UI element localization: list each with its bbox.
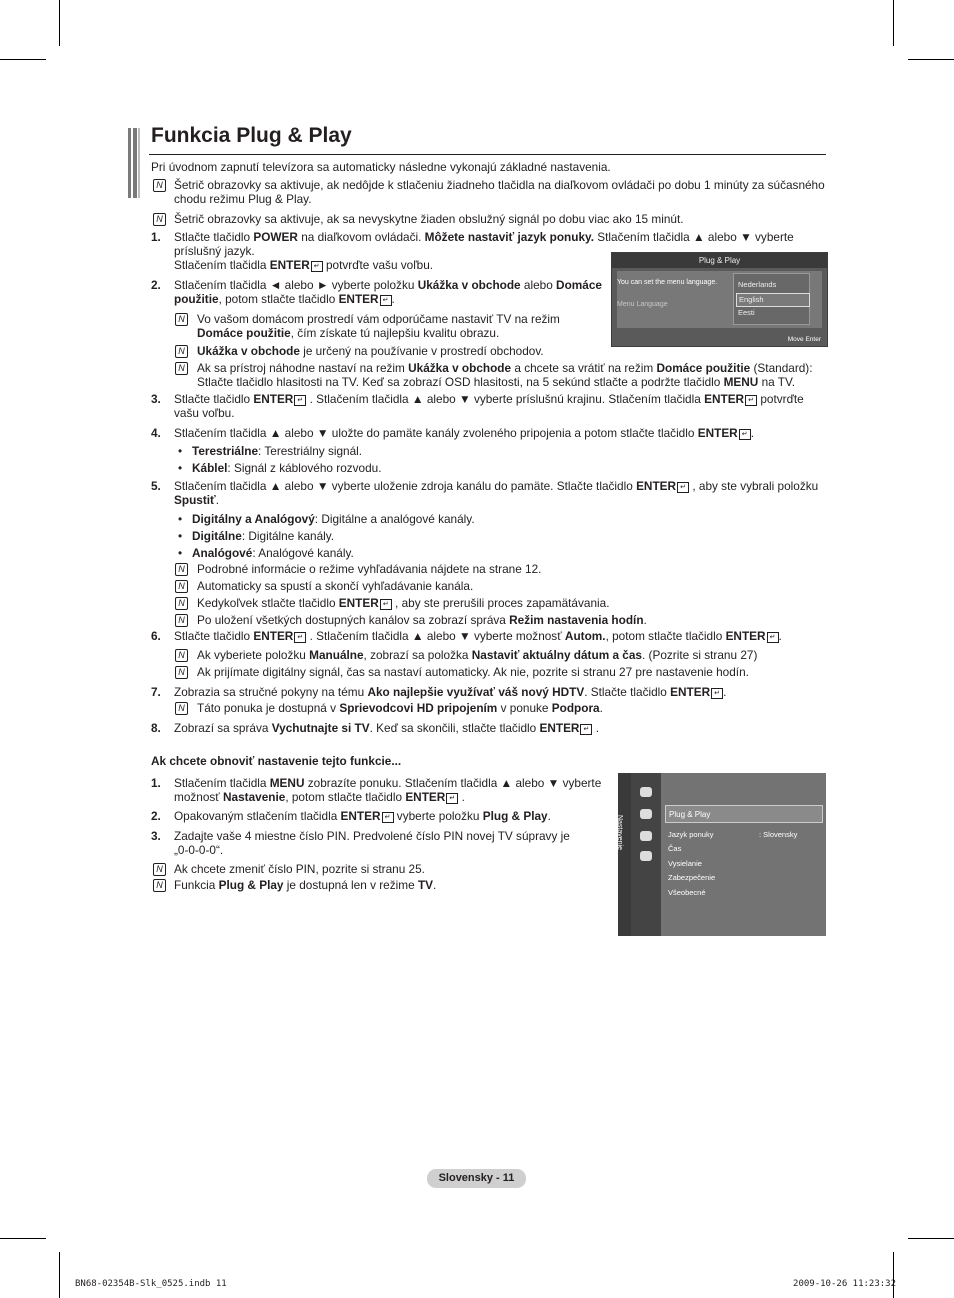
step-text: Stlačením tlačidla MENU zobrazíte ponuku. Stlačením tlačidla ▲ alebo ▼ vyberte bbox=[174, 776, 602, 790]
step-text: Zobrazia sa stručné pokyny na tému Ako najlepšie využívať váš nový HDTV. Stlačte tlačidlo ENTER ↵ . bbox=[174, 685, 727, 699]
step-text: Stlačením tlačidla ◄ alebo ► vyberte položku Ukážka v obchode alebo Domáce bbox=[174, 278, 602, 292]
language-option[interactable]: Eesti bbox=[738, 308, 755, 317]
note-text: Ak vyberiete položku Manuálne, zobrazí sa položka Nastaviť aktuálny dátum a čas. (Pozrite si stranu 27) bbox=[197, 648, 758, 662]
step-number: 6. bbox=[151, 629, 161, 643]
note-text: Podrobné informácie o režime vyhľadávania nájdete na strane 12. bbox=[197, 562, 542, 576]
note-text: Ukážka v obchode je určený na používanie v prostredí obchodov. bbox=[197, 344, 544, 358]
note-icon: N bbox=[175, 580, 188, 593]
note-icon: N bbox=[153, 879, 166, 892]
crop-mark bbox=[908, 1238, 954, 1239]
imprint-date: 2009-10-26 11:23:32 bbox=[793, 1279, 896, 1289]
step-text: vašu voľbu. bbox=[174, 406, 235, 420]
title-rule bbox=[149, 154, 826, 155]
step-text: možnosť Nastavenie, potom stlačte tlačidlo ENTER ↵ . bbox=[174, 790, 465, 804]
crop-mark bbox=[59, 0, 60, 46]
note-icon: N bbox=[175, 313, 188, 326]
note-text: Ak chcete zmeniť číslo PIN, pozrite si stranu 25. bbox=[174, 862, 425, 876]
step-text: Zadajte vaše 4 miestne číslo PIN. Predvolené číslo PIN novej TV súpravy je bbox=[174, 829, 570, 843]
step-number: 3. bbox=[151, 392, 161, 406]
intro-text: Pri úvodnom zapnutí televízora sa automaticky následne vykonajú základné nastavenia. bbox=[151, 160, 611, 174]
crop-mark bbox=[59, 1252, 60, 1298]
bullet-text: Káblel: Signál z káblového rozvodu. bbox=[192, 461, 382, 475]
note-text: chodu režimu Plug & Play. bbox=[174, 192, 312, 206]
note-icon: N bbox=[175, 597, 188, 610]
support-icon[interactable] bbox=[640, 851, 652, 861]
note-icon: N bbox=[175, 362, 188, 375]
step-text: príslušný jazyk. bbox=[174, 244, 255, 258]
osd-side-bar bbox=[618, 773, 631, 936]
bullet-text: Terestriálne: Terestriálny signál. bbox=[192, 444, 363, 458]
bullet-text: Analógové: Analógové kanály. bbox=[192, 546, 354, 560]
input-icon[interactable] bbox=[640, 831, 652, 841]
note-icon: N bbox=[175, 563, 188, 576]
step-text: Spustiť. bbox=[174, 493, 219, 507]
note-icon: N bbox=[153, 213, 166, 226]
osd-prompt: You can set the menu language. bbox=[617, 279, 718, 286]
step-text: Stlačením tlačidla ▲ alebo ▼ vyberte uloženie zdroja kanálu do pamäte. Stlačte tlačidlo ENTER ↵ , aby ste vybrali položku bbox=[174, 479, 819, 493]
step-number: 1. bbox=[151, 230, 161, 244]
note-text: Domáce použitie, čím získate tú najlepšiu kvalitu obrazu. bbox=[197, 326, 500, 340]
step-text: Opakovaným stlačením tlačidla ENTER ↵ vyberte položku Plug & Play. bbox=[174, 809, 551, 823]
note-icon: N bbox=[175, 702, 188, 715]
note-text: Šetrič obrazovky sa aktivuje, ak sa nevyskytne žiaden obslužný signál po dobu viac ako 15 minút. bbox=[174, 212, 684, 226]
page-title: Funkcia Plug & Play bbox=[151, 124, 352, 147]
crop-mark bbox=[0, 59, 46, 60]
menu-item-plug-play[interactable]: Plug & Play bbox=[665, 805, 823, 823]
osd-header: Plug & Play bbox=[612, 253, 827, 268]
language-osd bbox=[611, 252, 828, 347]
note-text: Ak prijímate digitálny signál, čas sa nastaví automaticky. Ak nie, pozrite si stranu 27 pre nastavenie hodín. bbox=[197, 665, 749, 679]
osd-icon-column bbox=[631, 773, 661, 936]
note-text: Vo vašom domácom prostredí vám odporúčame nastaviť TV na režim bbox=[197, 312, 560, 326]
note-icon: N bbox=[153, 863, 166, 876]
bullet-text: Digitálne: Digitálne kanály. bbox=[192, 529, 335, 543]
language-option[interactable]: Nederlands bbox=[738, 280, 777, 289]
crop-mark bbox=[0, 1238, 46, 1239]
menu-item[interactable]: Čas bbox=[668, 844, 682, 853]
osd-menu bbox=[661, 773, 826, 936]
step-number: 3. bbox=[151, 829, 161, 843]
osd-label: Menu Language bbox=[617, 301, 668, 308]
setup-gear-icon[interactable] bbox=[640, 809, 652, 819]
step-text: Stlačte tlačidlo ENTER ↵ . Stlačením tlačidla ▲ alebo ▼ vyberte príslušnú krajinu. Stlačením tlačidla ENTER ↵ potvrďte bbox=[174, 392, 804, 406]
language-list[interactable] bbox=[733, 273, 810, 325]
step-text: Stlačením tlačidla ENTER ↵ potvrďte vašu voľbu. bbox=[174, 258, 434, 272]
menu-item[interactable]: Jazyk ponuky bbox=[668, 830, 714, 839]
menu-value: : Slovensky bbox=[759, 830, 798, 839]
step-number: 5. bbox=[151, 479, 161, 493]
note-text: Funkcia Plug & Play je dostupná len v režime TV. bbox=[174, 878, 437, 892]
step-text: Stlačte tlačidlo POWER na diaľkovom ovládači. Môžete nastaviť jazyk ponuky. Stlačením tlačidla ▲ alebo ▼ vyberte bbox=[174, 230, 794, 244]
note-icon: N bbox=[175, 345, 188, 358]
step-text: Zobrazí sa správa Vychutnajte si TV. Keď sa skončili, stlačte tlačidlo ENTER ↵ . bbox=[174, 721, 600, 735]
step-number: 7. bbox=[151, 685, 161, 699]
note-icon: N bbox=[175, 666, 188, 679]
step-text: použitie, potom stlačte tlačidlo ENTER ↵ . bbox=[174, 292, 395, 306]
note-text: Šetrič obrazovky sa aktivuje, ak nedôjde k stlačeniu žiadneho tlačidla na diaľkovom ovládači po dobu 1 minúty za súčasného bbox=[174, 178, 825, 192]
note-text: Táto ponuka je dostupná v Sprievodcovi HD pripojením v ponuke Podpora. bbox=[197, 701, 603, 715]
menu-item[interactable]: Všeobecné bbox=[668, 888, 706, 897]
step-text: „0-0-0-0“. bbox=[174, 843, 224, 857]
crop-mark bbox=[893, 0, 894, 46]
setup-osd bbox=[618, 773, 826, 936]
bullet-text: Digitálny a Analógový: Digitálne a analógové kanály. bbox=[192, 512, 475, 526]
imprint-file: BN68-02354B-Slk_0525.indb 11 bbox=[75, 1279, 227, 1289]
note-text: Stlačte tlačidlo hlasitosti na TV. Keď sa zobrazí OSD hlasitosti, na 5 sekúnd stlačte a podržte tlačidlo MENU na TV. bbox=[197, 375, 796, 389]
note-text: Kedykoľvek stlačte tlačidlo ENTER ↵ , aby ste prerušili proces zapamätávania. bbox=[197, 596, 610, 610]
page-number-badge: Slovensky - 11 bbox=[427, 1169, 526, 1188]
osd-footer: Move Enter bbox=[787, 336, 821, 343]
step-number: 4. bbox=[151, 426, 161, 440]
picture-icon[interactable] bbox=[640, 787, 652, 797]
crop-mark bbox=[908, 59, 954, 60]
menu-item[interactable]: Vysielanie bbox=[668, 859, 702, 868]
crop-mark bbox=[893, 1252, 894, 1298]
language-option-selected[interactable]: English bbox=[736, 293, 810, 307]
note-text: Automaticky sa spustí a skončí vyhľadávanie kanála. bbox=[197, 579, 474, 593]
menu-item[interactable]: Zabezpečenie bbox=[668, 873, 716, 882]
step-text: Stlačením tlačidla ▲ alebo ▼ uložte do pamäte kanály zvoleného pripojenia a potom stlačte tlačidlo ENTER ↵ . bbox=[174, 426, 754, 440]
step-text: Stlačte tlačidlo ENTER ↵ . Stlačením tlačidla ▲ alebo ▼ vyberte možnosť Autom., potom stlačte tlačidlo ENTER ↵ . bbox=[174, 629, 782, 643]
osd-side-label: Nastavenie bbox=[616, 814, 624, 851]
reset-heading: Ak chcete obnoviť nastavenie tejto funkcie... bbox=[151, 754, 402, 768]
step-number: 1. bbox=[151, 776, 161, 790]
step-number: 2. bbox=[151, 809, 161, 823]
note-text: Ak sa prístroj náhodne nastaví na režim Ukážka v obchode a chcete sa vrátiť na režim Domáce použitie (Standard): bbox=[197, 361, 813, 375]
note-icon: N bbox=[175, 614, 188, 627]
step-number: 2. bbox=[151, 278, 161, 292]
step-number: 8. bbox=[151, 721, 161, 735]
note-text: Po uložení všetkých dostupných kanálov sa zobrazí správa Režim nastavenia hodín. bbox=[197, 613, 647, 627]
note-icon: N bbox=[175, 649, 188, 662]
note-icon: N bbox=[153, 179, 166, 192]
